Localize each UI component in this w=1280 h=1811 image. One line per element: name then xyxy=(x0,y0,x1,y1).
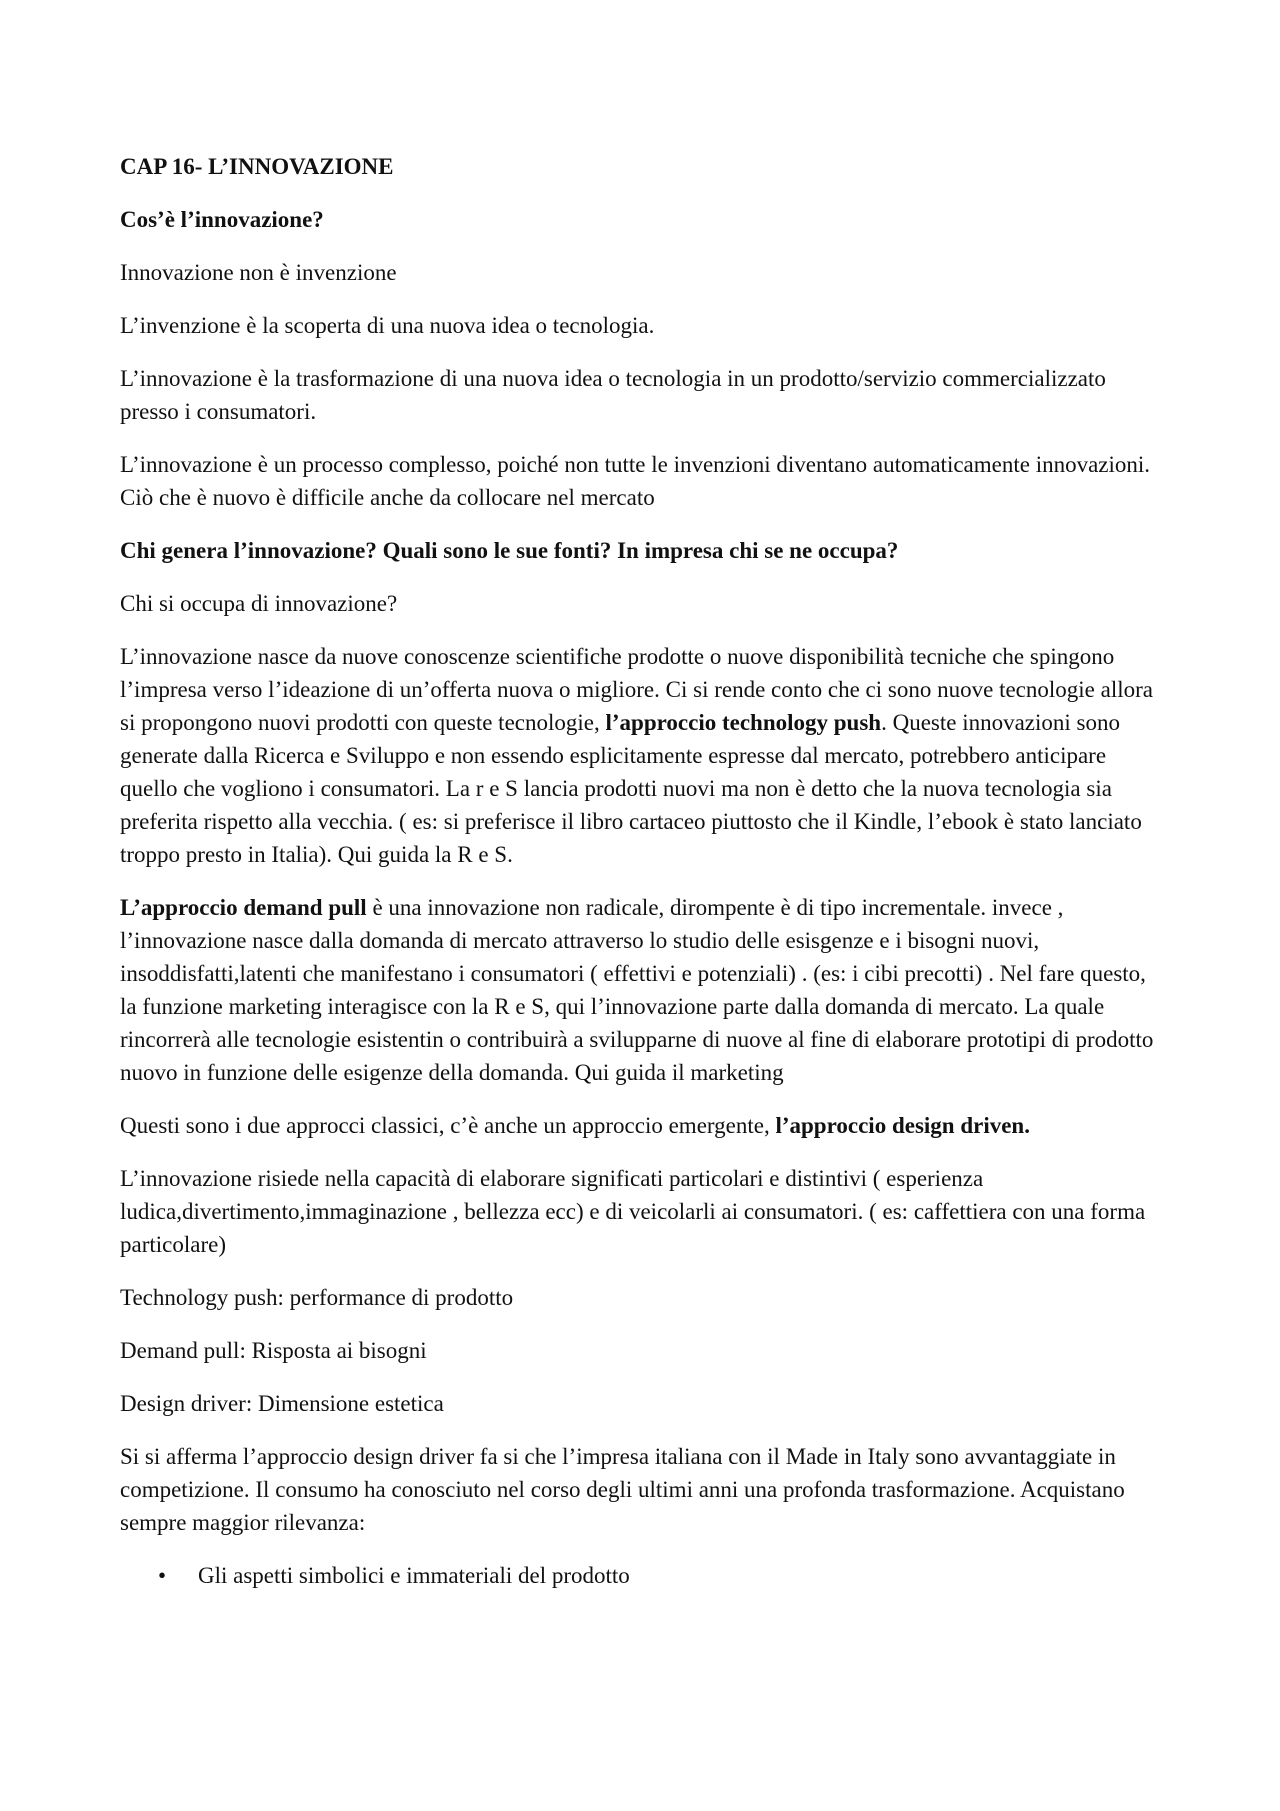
text-run: Questi sono i due approcci classici, c’è anche un approccio emergente, xyxy=(120,1113,776,1138)
bold-term: l’approccio design driven. xyxy=(775,1113,1030,1138)
paragraph: L’innovazione è la trasformazione di una nuova idea o tecnologia in un prodotto/servizio commercializzato presso i consumatori. xyxy=(120,366,1106,424)
paragraph: L’innovazione risiede nella capacità di elaborare significati particolari e distintivi ( esperienza ludica,divertimento,immaginazione , bellezza ecc) e di veicolarli ai consumatori. ( es: caffettiera con una forma particolare) xyxy=(120,1166,1146,1257)
list-item-text: Gli aspetti simbolici e immateriali del prodotto xyxy=(198,1563,630,1588)
paragraph-design-driven xyxy=(120,1109,1160,1142)
paragraph: Chi si occupa di innovazione? xyxy=(120,591,398,616)
question-heading-2: Chi genera l’innovazione? Quali sono le sue fonti? In impresa chi se ne occupa? xyxy=(120,538,899,563)
paragraph: L’innovazione è un processo complesso, poiché non tutte le invenzioni diventano automaticamente innovazioni. Ciò che è nuovo è difficile anche da collocare nel mercato xyxy=(120,452,1151,510)
paragraph: Demand pull: Risposta ai bisogni xyxy=(120,1338,427,1363)
text-run: è una innovazione non radicale, dirompente è di tipo incrementale. invece , l’innovazione nasce dalla domanda di mercato attraverso lo studio delle esisgenze e i bisogni nuovi, insoddisfatti,latenti che manifestano i consumatori ( effettivi e potenziali) . (es: i cibi precotti) . Nel fare questo, la funzione marketing interagisce con la R e S, qui l’innovazione parte dalla domanda di mercato. La quale rincorrerà alle tecnologie esistentin o contribuirà a svilupparne di nuove al fine di elaborare prototipi di prodotto nuovo in funzione delle esigenze della domanda. Qui guida il marketing xyxy=(120,895,1154,1085)
text-run: L’innovazione nasce da nuove conoscenze scientifiche prodotte o nuove disponibilità tecniche che spingono l’impresa verso l’ideazione di un’offerta nuova o migliore. Ci si rende conto che ci sono nuove tecnologie allora si propongono nuovi prodotti con queste tecnologie, xyxy=(120,644,1153,735)
bold-term: L’approccio demand pull xyxy=(120,895,367,920)
bullet-icon: • xyxy=(158,1563,167,1588)
paragraph: L’invenzione è la scoperta di una nuova idea o tecnologia. xyxy=(120,313,655,338)
paragraph-demand-pull xyxy=(120,891,1160,1089)
paragraph: Design driver: Dimensione estetica xyxy=(120,1391,444,1416)
text-run: . Queste innovazioni sono generate dalla Ricerca e Sviluppo e non essendo esplicitamente espresse dal mercato, potrebbero anticipare quello che vogliono i consumatori. La r e S lancia prodotti nuovi ma non è detto che la nuova tecnologia sia preferita rispetto alla vecchia. ( es: si preferisce il libro cartaceo piuttosto che il Kindle, l’ebook è stato lanciato troppo presto in Italia). Qui guida la R e S. xyxy=(120,710,1142,867)
chapter-title: CAP 16- L’INNOVAZIONE xyxy=(120,154,394,179)
bold-term: l’approccio technology push xyxy=(605,710,882,735)
paragraph: Si si afferma l’approccio design driver fa si che l’impresa italiana con il Made in Italy sono avvantaggiate in competizione. Il consumo ha conosciuto nel corso degli ultimi anni una profonda trasformazione. Acquistano sempre maggior rilevanza: xyxy=(120,1444,1125,1535)
paragraph: Technology push: performance di prodotto xyxy=(120,1285,514,1310)
paragraph-technology-push xyxy=(120,640,1160,871)
list-item xyxy=(120,1559,1160,1592)
question-heading-1: Cos’è l’innovazione? xyxy=(120,207,324,232)
document-page xyxy=(120,150,1160,1592)
paragraph: Innovazione non è invenzione xyxy=(120,260,397,285)
